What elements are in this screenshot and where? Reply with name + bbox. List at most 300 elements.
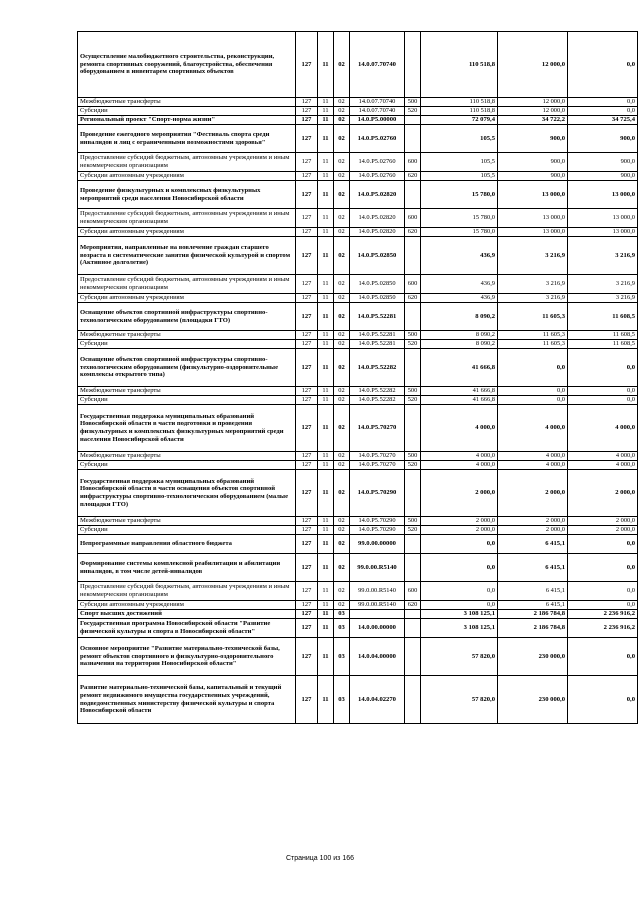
- cell-sum-2: 2 186 784,8: [498, 619, 568, 638]
- cell-csr: 14.0.04.02270: [350, 676, 405, 724]
- cell-sum-3: 0,0: [568, 582, 638, 601]
- cell-sum-1: 8 090,2: [421, 303, 498, 331]
- cell-sum-2: 12 000,0: [498, 107, 568, 116]
- cell-sum-2: 3 216,9: [498, 237, 568, 275]
- cell-csr: 14.0.P5.02850: [350, 237, 405, 275]
- cell-sum-2: 6 415,1: [498, 554, 568, 582]
- cell-vr: 500: [405, 98, 421, 107]
- cell-rz: 11: [318, 517, 334, 526]
- cell-name: Оснащение объектов спортивной инфраструктуры спортивно-технологическим оборудованием (площадки ГТО): [78, 303, 296, 331]
- cell-pr: 02: [334, 32, 350, 98]
- cell-sum-3: 13 000,0: [568, 209, 638, 228]
- cell-sum-3: 3 216,9: [568, 294, 638, 303]
- cell-pr: 02: [334, 107, 350, 116]
- cell-sum-3: 900,0: [568, 153, 638, 172]
- cell-vr: 520: [405, 107, 421, 116]
- cell-sum-2: 11 605,3: [498, 340, 568, 349]
- cell-ved: 127: [296, 582, 318, 601]
- cell-rz: 11: [318, 638, 334, 676]
- cell-csr: 14.0.P5.70290: [350, 526, 405, 535]
- cell-vr: 600: [405, 582, 421, 601]
- cell-name: Предоставление субсидий бюджетным, автономным учреждениям и иным некоммерческим организациям: [78, 153, 296, 172]
- cell-vr: 520: [405, 340, 421, 349]
- table-row: [78, 172, 638, 181]
- cell-rz: 11: [318, 526, 334, 535]
- cell-name: Межбюджетные трансферты: [78, 98, 296, 107]
- cell-rz: 11: [318, 237, 334, 275]
- cell-rz: 11: [318, 340, 334, 349]
- cell-name: Развитие материально-технической базы, капитальный и текущий ремонт недвижимого имущества государственных учреждений, подведомственных министерству физической культуры и спорта Новосибирской области: [78, 676, 296, 724]
- cell-ved: 127: [296, 228, 318, 237]
- cell-ved: 127: [296, 294, 318, 303]
- cell-sum-2: 11 605,3: [498, 331, 568, 340]
- cell-sum-1: 436,9: [421, 294, 498, 303]
- cell-sum-3: 0,0: [568, 535, 638, 554]
- cell-vr: [405, 638, 421, 676]
- cell-name: Субсидии автономным учреждениям: [78, 601, 296, 610]
- cell-sum-1: 436,9: [421, 275, 498, 294]
- cell-sum-2: 4 000,0: [498, 405, 568, 452]
- cell-vr: [405, 554, 421, 582]
- cell-ved: 127: [296, 601, 318, 610]
- cell-vr: 600: [405, 275, 421, 294]
- cell-ved: 127: [296, 554, 318, 582]
- cell-sum-1: 4 000,0: [421, 405, 498, 452]
- cell-name: Субсидии автономным учреждениям: [78, 294, 296, 303]
- cell-rz: 11: [318, 405, 334, 452]
- cell-ved: 127: [296, 98, 318, 107]
- cell-sum-3: 2 000,0: [568, 517, 638, 526]
- cell-sum-3: 0,0: [568, 638, 638, 676]
- cell-vr: 500: [405, 387, 421, 396]
- cell-sum-2: 4 000,0: [498, 461, 568, 470]
- cell-pr: 02: [334, 237, 350, 275]
- cell-csr: 14.0.P5.00000: [350, 116, 405, 125]
- cell-vr: [405, 125, 421, 153]
- cell-ved: 127: [296, 303, 318, 331]
- cell-pr: 02: [334, 461, 350, 470]
- cell-vr: 620: [405, 228, 421, 237]
- cell-rz: 11: [318, 125, 334, 153]
- cell-sum-3: 0,0: [568, 107, 638, 116]
- cell-sum-2: 0,0: [498, 349, 568, 387]
- cell-sum-1: 3 108 125,1: [421, 619, 498, 638]
- cell-pr: 03: [334, 638, 350, 676]
- cell-csr: 14.0.07.70740: [350, 107, 405, 116]
- table-row: [78, 619, 638, 638]
- cell-csr: 99.0.00.R5140: [350, 582, 405, 601]
- cell-ved: 127: [296, 349, 318, 387]
- cell-rz: 11: [318, 303, 334, 331]
- cell-rz: 11: [318, 610, 334, 619]
- cell-sum-1: 15 780,0: [421, 209, 498, 228]
- cell-sum-3: 3 216,9: [568, 237, 638, 275]
- cell-pr: 02: [334, 526, 350, 535]
- cell-ved: 127: [296, 107, 318, 116]
- cell-vr: [405, 303, 421, 331]
- cell-name: Субсидии: [78, 526, 296, 535]
- cell-name: Непрограммные направления областного бюджета: [78, 535, 296, 554]
- cell-vr: [405, 470, 421, 517]
- table-row: [78, 107, 638, 116]
- table-row: [78, 638, 638, 676]
- cell-sum-1: 110 518,8: [421, 32, 498, 98]
- cell-ved: 127: [296, 125, 318, 153]
- cell-rz: 11: [318, 461, 334, 470]
- cell-name: Межбюджетные трансферты: [78, 387, 296, 396]
- table-row: [78, 610, 638, 619]
- cell-csr: 14.0.P5.52282: [350, 387, 405, 396]
- cell-name: Мероприятия, направленные на вовлечение граждан старшего возраста в систематические занятия физической культурой и спортом (Активное долголетие): [78, 237, 296, 275]
- cell-name: Предоставление субсидий бюджетным, автономным учреждениям и иным некоммерческим организациям: [78, 582, 296, 601]
- cell-csr: 14.0.P5.70270: [350, 405, 405, 452]
- cell-vr: [405, 181, 421, 209]
- cell-sum-2: 13 000,0: [498, 209, 568, 228]
- cell-sum-3: 0,0: [568, 554, 638, 582]
- cell-vr: [405, 116, 421, 125]
- table-row: [78, 237, 638, 275]
- cell-ved: 127: [296, 32, 318, 98]
- cell-rz: 11: [318, 172, 334, 181]
- cell-rz: 11: [318, 470, 334, 517]
- cell-sum-1: 15 780,0: [421, 181, 498, 209]
- cell-rz: 11: [318, 619, 334, 638]
- cell-sum-3: 0,0: [568, 98, 638, 107]
- cell-ved: 127: [296, 275, 318, 294]
- cell-name: Формирование системы комплексной реабилитации и абилитации инвалидов, в том числе детей-инвалидов: [78, 554, 296, 582]
- cell-ved: 127: [296, 237, 318, 275]
- cell-pr: 02: [334, 303, 350, 331]
- cell-sum-3: 2 236 916,2: [568, 619, 638, 638]
- cell-name: Субсидии: [78, 396, 296, 405]
- cell-pr: 02: [334, 535, 350, 554]
- cell-ved: 127: [296, 116, 318, 125]
- cell-pr: 02: [334, 452, 350, 461]
- cell-rz: 11: [318, 331, 334, 340]
- cell-sum-3: 0,0: [568, 387, 638, 396]
- cell-vr: 520: [405, 461, 421, 470]
- cell-sum-1: 15 780,0: [421, 228, 498, 237]
- cell-sum-3: 0,0: [568, 601, 638, 610]
- cell-pr: 02: [334, 275, 350, 294]
- cell-sum-1: 0,0: [421, 535, 498, 554]
- cell-sum-3: 2 000,0: [568, 470, 638, 517]
- cell-name: Оснащение объектов спортивной инфраструктуры спортивно-технологическим оборудованием (физкультурно-оздоровительные комплексы открытого типа): [78, 349, 296, 387]
- cell-sum-3: 4 000,0: [568, 461, 638, 470]
- cell-rz: 11: [318, 32, 334, 98]
- cell-ved: 127: [296, 153, 318, 172]
- cell-rz: 11: [318, 601, 334, 610]
- cell-vr: 500: [405, 331, 421, 340]
- cell-name: Субсидии автономным учреждениям: [78, 172, 296, 181]
- cell-sum-2: 6 415,1: [498, 601, 568, 610]
- cell-sum-3: 13 000,0: [568, 228, 638, 237]
- cell-rz: 11: [318, 582, 334, 601]
- cell-rz: 11: [318, 275, 334, 294]
- cell-sum-2: 900,0: [498, 153, 568, 172]
- cell-sum-1: 4 000,0: [421, 452, 498, 461]
- table-row: [78, 98, 638, 107]
- cell-sum-1: 57 820,0: [421, 676, 498, 724]
- table-row: [78, 181, 638, 209]
- cell-pr: 02: [334, 181, 350, 209]
- table-row: [78, 294, 638, 303]
- cell-sum-2: 3 216,9: [498, 294, 568, 303]
- cell-sum-2: 11 605,3: [498, 303, 568, 331]
- cell-sum-1: 57 820,0: [421, 638, 498, 676]
- cell-csr: 14.0.07.70740: [350, 98, 405, 107]
- cell-vr: 520: [405, 396, 421, 405]
- cell-rz: 11: [318, 107, 334, 116]
- cell-name: Спорт высших достижений: [78, 610, 296, 619]
- cell-pr: 03: [334, 676, 350, 724]
- cell-sum-1: 3 108 125,1: [421, 610, 498, 619]
- cell-name: Осуществление малобюджетного строительства, реконструкции, ремонта спортивных сооружений, благоустройства, обеспечения оборудованием в инвентарем спортивных объектов: [78, 32, 296, 98]
- cell-sum-3: 900,0: [568, 125, 638, 153]
- cell-name: Региональный проект "Спорт-норма жизни": [78, 116, 296, 125]
- cell-name: Основное мероприятие "Развитие материально-технической базы, ремонт объектов спортивного и физкультурно-оздоровительного назначения на территории Новосибирской области": [78, 638, 296, 676]
- table-row: [78, 582, 638, 601]
- cell-pr: 02: [334, 153, 350, 172]
- cell-pr: 02: [334, 601, 350, 610]
- cell-sum-1: 110 518,8: [421, 107, 498, 116]
- cell-csr: 99.0.00.00000: [350, 535, 405, 554]
- cell-csr: 14.0.00.00000: [350, 619, 405, 638]
- cell-sum-2: 2 000,0: [498, 470, 568, 517]
- cell-sum-1: 72 079,4: [421, 116, 498, 125]
- table-row: [78, 125, 638, 153]
- cell-sum-1: 2 000,0: [421, 526, 498, 535]
- cell-name: Проведение физкультурных и комплексных физкультурных мероприятий среди населения Новосибирской области: [78, 181, 296, 209]
- cell-pr: 02: [334, 582, 350, 601]
- cell-csr: 14.0.P5.02820: [350, 209, 405, 228]
- cell-vr: 600: [405, 209, 421, 228]
- table-row: [78, 153, 638, 172]
- cell-ved: 127: [296, 619, 318, 638]
- cell-ved: 127: [296, 209, 318, 228]
- cell-sum-1: 41 666,8: [421, 349, 498, 387]
- table-row: [78, 228, 638, 237]
- table-row: [78, 303, 638, 331]
- cell-rz: 11: [318, 116, 334, 125]
- table-row: [78, 517, 638, 526]
- cell-sum-3: 2 000,0: [568, 526, 638, 535]
- cell-sum-2: 6 415,1: [498, 582, 568, 601]
- cell-sum-3: 2 236 916,2: [568, 610, 638, 619]
- cell-csr: 14.0.P5.70270: [350, 452, 405, 461]
- cell-pr: 02: [334, 125, 350, 153]
- budget-table: [77, 31, 638, 724]
- cell-pr: 02: [334, 396, 350, 405]
- cell-vr: [405, 32, 421, 98]
- cell-pr: 02: [334, 387, 350, 396]
- cell-ved: 127: [296, 340, 318, 349]
- cell-sum-1: 105,5: [421, 125, 498, 153]
- cell-pr: 02: [334, 294, 350, 303]
- cell-pr: 02: [334, 470, 350, 517]
- cell-name: Государственная поддержка муниципальных образований Новосибирской области в части подготовки и проведения физкультурных и комплексных физкультурных мероприятий среди населения Новосибирской области: [78, 405, 296, 452]
- cell-rz: 11: [318, 181, 334, 209]
- cell-ved: 127: [296, 396, 318, 405]
- cell-sum-3: 34 725,4: [568, 116, 638, 125]
- table-row: [78, 349, 638, 387]
- cell-sum-1: 4 000,0: [421, 461, 498, 470]
- cell-pr: 02: [334, 517, 350, 526]
- cell-csr: 14.0.P5.02820: [350, 181, 405, 209]
- cell-name: Субсидии: [78, 461, 296, 470]
- cell-name: Субсидии автономным учреждениям: [78, 228, 296, 237]
- cell-name: Проведение ежегодного мероприятия "Фестиваль спорта среди инвалидов и лиц с ограниченными возможностями здоровья": [78, 125, 296, 153]
- cell-pr: 02: [334, 331, 350, 340]
- table-row: [78, 405, 638, 452]
- cell-sum-2: 13 000,0: [498, 181, 568, 209]
- cell-sum-3: 0,0: [568, 32, 638, 98]
- table-row: [78, 535, 638, 554]
- cell-sum-1: 8 090,2: [421, 331, 498, 340]
- cell-sum-2: 4 000,0: [498, 452, 568, 461]
- cell-ved: 127: [296, 181, 318, 209]
- cell-csr: 14.0.P5.52282: [350, 349, 405, 387]
- cell-ved: 127: [296, 461, 318, 470]
- cell-rz: 11: [318, 228, 334, 237]
- cell-sum-3: 0,0: [568, 676, 638, 724]
- table-row: [78, 676, 638, 724]
- cell-csr: 14.0.P5.02850: [350, 294, 405, 303]
- cell-rz: 11: [318, 676, 334, 724]
- table-row: [78, 526, 638, 535]
- cell-vr: 620: [405, 601, 421, 610]
- cell-sum-2: 230 000,0: [498, 638, 568, 676]
- cell-csr: 14.0.P5.70290: [350, 517, 405, 526]
- table-row: [78, 396, 638, 405]
- table-row: [78, 32, 638, 98]
- cell-vr: 520: [405, 526, 421, 535]
- cell-name: Межбюджетные трансферты: [78, 452, 296, 461]
- cell-name: Предоставление субсидий бюджетным, автономным учреждениям и иным некоммерческим организациям: [78, 275, 296, 294]
- cell-csr: 14.0.P5.02850: [350, 275, 405, 294]
- cell-sum-2: 2 000,0: [498, 526, 568, 535]
- cell-sum-2: 3 216,9: [498, 275, 568, 294]
- cell-ved: 127: [296, 517, 318, 526]
- cell-vr: [405, 405, 421, 452]
- cell-csr: 14.0.P5.02820: [350, 228, 405, 237]
- table-body: [78, 32, 638, 724]
- cell-sum-3: 13 000,0: [568, 181, 638, 209]
- cell-sum-3: 3 216,9: [568, 275, 638, 294]
- cell-pr: 02: [334, 98, 350, 107]
- cell-csr: 14.0.P5.70290: [350, 470, 405, 517]
- cell-sum-2: 34 722,2: [498, 116, 568, 125]
- cell-vr: [405, 237, 421, 275]
- cell-vr: [405, 349, 421, 387]
- cell-csr: 14.0.P5.70270: [350, 461, 405, 470]
- cell-csr: 99.0.00.R5140: [350, 601, 405, 610]
- cell-sum-1: 0,0: [421, 601, 498, 610]
- table-row: [78, 340, 638, 349]
- cell-sum-3: 4 000,0: [568, 452, 638, 461]
- cell-sum-2: 2 186 784,8: [498, 610, 568, 619]
- cell-ved: 127: [296, 526, 318, 535]
- cell-vr: [405, 610, 421, 619]
- cell-sum-1: 0,0: [421, 554, 498, 582]
- cell-vr: 500: [405, 517, 421, 526]
- cell-name: Межбюджетные трансферты: [78, 517, 296, 526]
- cell-sum-2: 230 000,0: [498, 676, 568, 724]
- cell-sum-1: 8 090,2: [421, 340, 498, 349]
- cell-vr: [405, 619, 421, 638]
- cell-rz: 11: [318, 209, 334, 228]
- cell-vr: 620: [405, 294, 421, 303]
- cell-csr: 14.0.P5.52281: [350, 340, 405, 349]
- cell-sum-1: 2 000,0: [421, 517, 498, 526]
- cell-name: Предоставление субсидий бюджетным, автономным учреждениям и иным некоммерческим организациям: [78, 209, 296, 228]
- cell-sum-1: 0,0: [421, 582, 498, 601]
- cell-pr: 02: [334, 116, 350, 125]
- cell-ved: 127: [296, 331, 318, 340]
- table-row: [78, 554, 638, 582]
- cell-csr: 14.0.P5.52282: [350, 396, 405, 405]
- cell-csr: 14.0.P5.52281: [350, 303, 405, 331]
- cell-pr: 03: [334, 619, 350, 638]
- table-row: [78, 461, 638, 470]
- cell-pr: 02: [334, 340, 350, 349]
- table-row: [78, 116, 638, 125]
- cell-sum-1: 41 666,8: [421, 396, 498, 405]
- cell-sum-1: 105,5: [421, 153, 498, 172]
- cell-sum-2: 6 415,1: [498, 535, 568, 554]
- cell-sum-3: 900,0: [568, 172, 638, 181]
- cell-ved: 127: [296, 172, 318, 181]
- cell-csr: 14.0.P5.02760: [350, 125, 405, 153]
- cell-ved: 127: [296, 535, 318, 554]
- table-row: [78, 275, 638, 294]
- cell-sum-3: 11 608,5: [568, 303, 638, 331]
- cell-sum-1: 2 000,0: [421, 470, 498, 517]
- cell-sum-3: 11 608,5: [568, 340, 638, 349]
- table-row: [78, 331, 638, 340]
- cell-name: Субсидии: [78, 107, 296, 116]
- cell-ved: 127: [296, 638, 318, 676]
- cell-sum-1: 436,9: [421, 237, 498, 275]
- cell-sum-2: 12 000,0: [498, 32, 568, 98]
- cell-sum-2: 0,0: [498, 387, 568, 396]
- cell-rz: 11: [318, 349, 334, 387]
- page-footer: Страница 100 из 166: [285, 855, 355, 862]
- cell-pr: 02: [334, 554, 350, 582]
- cell-sum-2: 0,0: [498, 396, 568, 405]
- cell-sum-2: 900,0: [498, 125, 568, 153]
- cell-csr: [350, 610, 405, 619]
- cell-vr: [405, 676, 421, 724]
- cell-ved: 127: [296, 452, 318, 461]
- cell-sum-2: 12 000,0: [498, 98, 568, 107]
- cell-sum-3: 0,0: [568, 349, 638, 387]
- cell-rz: 11: [318, 387, 334, 396]
- cell-csr: 14.0.07.70740: [350, 32, 405, 98]
- cell-ved: 127: [296, 387, 318, 396]
- cell-vr: 500: [405, 452, 421, 461]
- table-row: [78, 387, 638, 396]
- table-row: [78, 470, 638, 517]
- table-row: [78, 452, 638, 461]
- cell-vr: 600: [405, 153, 421, 172]
- cell-csr: 14.0.P5.02760: [350, 172, 405, 181]
- cell-name: Государственная программа Новосибирской области "Развитие физической культуры и спорта в Новосибирской области": [78, 619, 296, 638]
- cell-sum-2: 13 000,0: [498, 228, 568, 237]
- cell-name: Межбюджетные трансферты: [78, 331, 296, 340]
- cell-ved: 127: [296, 470, 318, 517]
- cell-ved: 127: [296, 676, 318, 724]
